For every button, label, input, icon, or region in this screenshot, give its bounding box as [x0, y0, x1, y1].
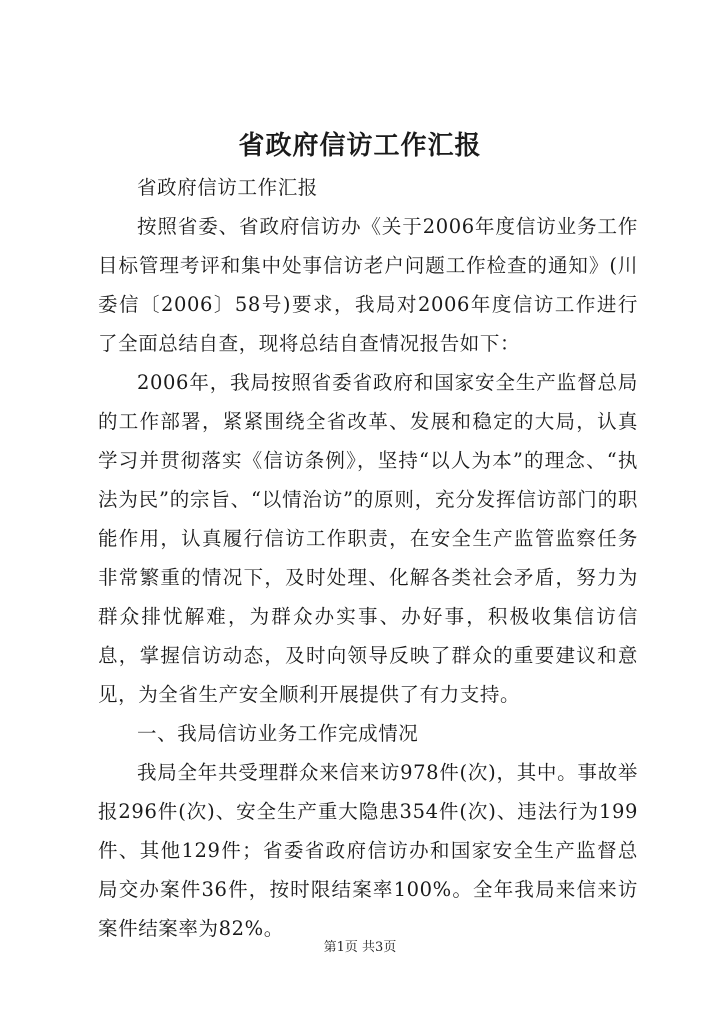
- paragraph-statistics: 我局全年共受理群众来信来访978件(次)，其中。事故举报296件(次)、安全生产重大隐患354件(次)、违法行为199件、其他129件；省委省政府信访办和国家安全生产监督总局交办案件36件，按时限结案率100%。全年我局来信来访案件结案率为82%。: [98, 761, 638, 940]
- document-body: [98, 168, 638, 948]
- page-number: 第1页 共3页: [323, 940, 397, 955]
- paragraph-intro: 按照省委、省政府信访办《关于2006年度信访业务工作目标管理考评和集中处事信访老户问题工作检查的通知》(川委信〔2006〕58号)要求，我局对2006年度信访工作进行了全面总结自查，现将总结自查情况报告如下：: [98, 215, 638, 355]
- paragraph-subtitle: 省政府信访工作汇报: [137, 176, 318, 199]
- section-heading: 一、我局信访业务工作完成情况: [137, 722, 419, 745]
- paragraph-overview: 2006年，我局按照省委省政府和国家安全生产监督总局的工作部署，紧紧围绕全省改革、发展和稳定的大局，认真学习并贯彻落实《信访条例》，坚持“以人为本”的理念、“执法为民”的宗旨、“以情治访”的原则，充分发挥信访部门的职能作用，认真履行信访工作职责，在安全生产监管监察任务非常繁重的情况下，及时处理、化解各类社会矛盾，努力为群众排忧解难，为群众办实事、办好事，积极收集信访信息，掌握信访动态，及时向领导反映了群众的重要建议和意见，为全省生产安全顺利开展提供了有力支持。: [98, 371, 638, 706]
- document-title: 省政府信访工作汇报: [238, 131, 482, 161]
